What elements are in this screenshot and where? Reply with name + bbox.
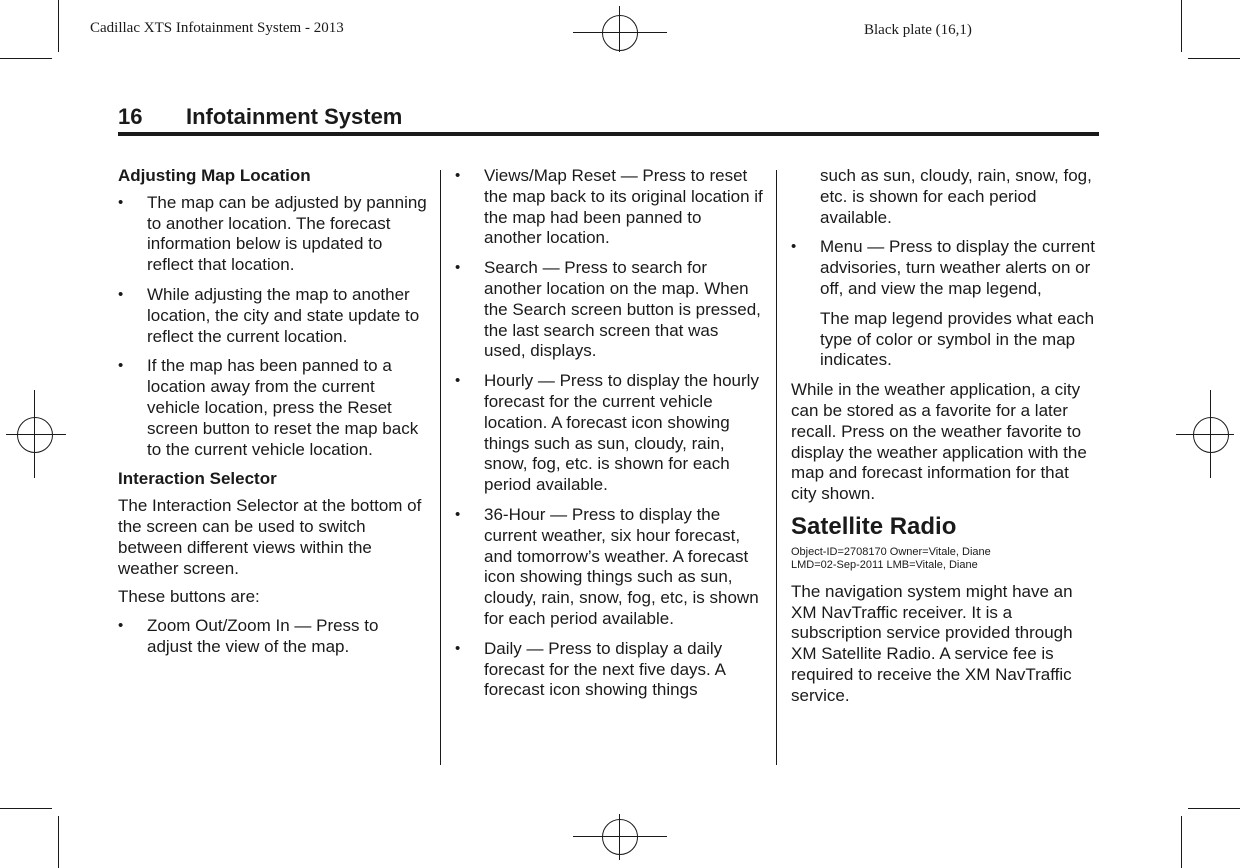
list-item: • 36-Hour — Press to display the current weather, six hour forecast, and tomorrow’s weather. A forecast icon showing things such as sun, cloudy, rain, snow, fog, etc, is shown for each period available. [455, 504, 759, 628]
list-item: • Hourly — Press to display the hourly forecast for the current vehicle location. A forecast icon showing things such as sun, cloudy, rain, snow, fog, etc. is shown for each period available. [455, 371, 759, 495]
column-divider [440, 170, 441, 765]
column-1 [118, 166, 428, 667]
column-2 [455, 166, 763, 710]
indented-paragraph: The map legend provides what each type of color or symbol in the map indicates. [820, 308, 1095, 370]
bullet-icon: • [791, 238, 797, 256]
bullet-icon: • [118, 193, 124, 211]
list-item: • Search — Press to search for another location on the map. When the Search screen button is pressed, the last search screen that was used, displays. [455, 258, 761, 361]
bullet-icon: • [455, 639, 461, 657]
list-item: • If the map has been panned to a location away from the current vehicle location, press the Reset screen button to reset the map back to the current vehicle location. [118, 356, 419, 459]
list-item: • The map can be adjusted by panning to another location. The forecast information below is updated to reflect that location. [118, 192, 427, 275]
crop-mark [58, 0, 59, 52]
list-item: • Menu — Press to display the current advisories, turn weather alerts on or off, and view the map legend, [791, 237, 1095, 298]
continued-text: such as sun, cloudy, rain, snow, fog, etc. is shown for each period available. [820, 166, 1092, 227]
bullet-icon: • [118, 285, 124, 303]
bullet-icon: • [455, 259, 461, 277]
crop-mark [1181, 0, 1182, 52]
paragraph: The Interaction Selector at the bottom of the screen can be used to switch between different views within the weather screen. [118, 496, 422, 578]
bullet-list [118, 616, 428, 658]
column-3 [791, 166, 1099, 715]
satellite-radio-heading: Satellite Radio [791, 512, 957, 540]
bullet-icon: • [118, 617, 124, 635]
paragraph: The navigation system might have an XM NavTraffic receiver. It is a subscription service provided through XM Satellite Radio. A service fee is required to receive the XM NavTraffic service. [791, 581, 1073, 705]
plate-label: Black plate (16,1) [864, 22, 972, 38]
page-title [118, 104, 402, 130]
heading-interaction-selector: Interaction Selector [118, 469, 277, 489]
title-rule [118, 132, 1099, 136]
list-item: • While adjusting the map to another location, the city and state update to reflect the current location. [118, 284, 420, 346]
crop-mark [0, 58, 52, 59]
crop-mark [1188, 808, 1240, 809]
heading-adjusting-map-location: Adjusting Map Location [118, 166, 311, 185]
list-item: • Zoom Out/Zoom In — Press to adjust the view of the map. [118, 616, 379, 656]
bullet-list [455, 166, 763, 701]
crop-mark [58, 816, 59, 868]
object-metadata: Object-ID=2708170 Owner=Vitale, Diane LMD=02-Sep-2011 LMB=Vitale, Diane [791, 545, 991, 571]
list-item: • Daily — Press to display a daily forecast for the next five days. A forecast icon showing things [455, 638, 725, 700]
bullet-list [118, 193, 428, 461]
bullet-icon: • [455, 505, 461, 523]
crop-mark [1188, 58, 1240, 59]
page-number: 16 [118, 104, 143, 129]
paragraph: These buttons are: [118, 587, 260, 607]
document-header: Cadillac XTS Infotainment System - 2013 [90, 20, 344, 36]
bullet-icon: • [455, 167, 461, 184]
list-item: • Views/Map Reset — Press to reset the map back to its original location if the map had been panned to another location. [455, 166, 763, 248]
crop-mark [0, 808, 52, 809]
column-divider [776, 170, 777, 765]
bullet-icon: • [455, 372, 461, 390]
paragraph: While in the weather application, a city can be stored as a favorite for a later recall. Press on the weather favorite to display the weather application with the map and forecast information for that city shown. [791, 380, 1087, 504]
section-title: Infotainment System [186, 104, 403, 129]
crop-mark [1181, 816, 1182, 868]
bullet-list [791, 237, 1099, 299]
bullet-icon: • [118, 357, 124, 375]
